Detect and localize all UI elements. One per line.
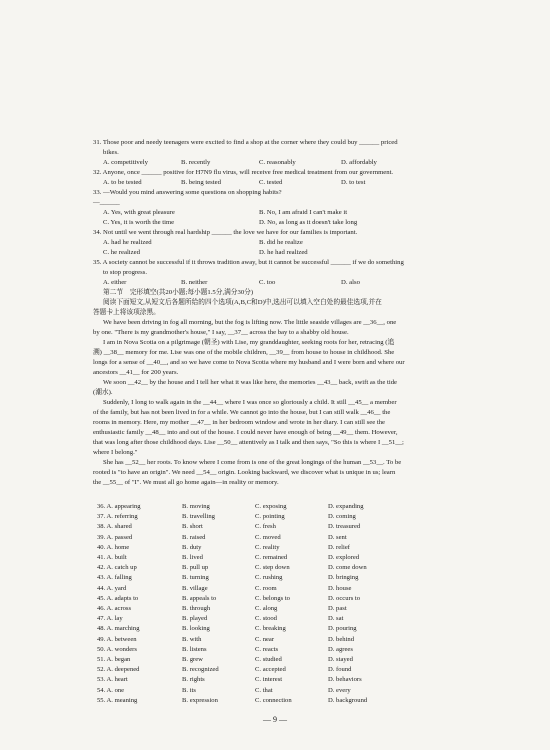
answer-blank: —______ bbox=[93, 199, 120, 206]
option-cell: D. pouring bbox=[328, 625, 357, 633]
option-cell: 46. A. across bbox=[97, 605, 132, 613]
question-stem: 33. —Would you mind answering some questions on shopping habits? bbox=[93, 189, 282, 196]
option-row bbox=[97, 604, 398, 614]
option-row bbox=[97, 686, 398, 696]
option-c: C. tested bbox=[259, 179, 283, 186]
passage-line: I am in Nova Scotia on a pilgrimage (朝圣) with Lise, my granddaughter, seeking roots for her, retracing (追 bbox=[103, 339, 395, 346]
question-stem-cont: to stop progress. bbox=[103, 269, 148, 276]
option-cell: 45. A. adapts to bbox=[97, 594, 139, 602]
option-cell: C. breaking bbox=[255, 625, 286, 633]
option-cell: 42. A. catch up bbox=[97, 564, 137, 572]
option-cell: D. stayed bbox=[328, 656, 353, 664]
option-d: D. to test bbox=[341, 179, 366, 186]
option-cell: D. bringing bbox=[328, 574, 359, 582]
option-cell: C. that bbox=[255, 686, 273, 694]
option-cell: D. sent bbox=[328, 533, 347, 541]
question-stem: 34. Not until we went through real hardship ______ the love we have for our families is important. bbox=[93, 229, 358, 236]
option-cell: D. expanding bbox=[328, 503, 364, 510]
option-d: D. No, as long as it doesn't take long bbox=[259, 219, 358, 226]
option-cell: B. played bbox=[182, 615, 208, 623]
option-cell: D. relief bbox=[328, 543, 350, 551]
option-a: A. competitively bbox=[103, 159, 148, 166]
passage-line: We soon __42__ by the house and I tell her what it was like here, the memories __43__ back, swift as the tide bbox=[103, 379, 398, 386]
option-b: B. No, I am afraid I can't make it bbox=[259, 209, 348, 216]
option-cell: 51. A. began bbox=[97, 656, 131, 664]
option-cell: D. behaviors bbox=[328, 676, 362, 684]
option-cell: B. pull up bbox=[182, 564, 209, 572]
passage-line: (潮水). bbox=[93, 389, 113, 396]
option-cell: D. found bbox=[328, 666, 352, 674]
option-cell: C. belongs to bbox=[255, 594, 290, 602]
passage-line: enthusiastic family __48__ into and out of the house. I could never have enough of being __49__ them. However, bbox=[93, 429, 398, 436]
option-cell: C. accepted bbox=[255, 666, 286, 674]
option-cell: 44. A. yard bbox=[97, 584, 127, 592]
option-cell: B. moving bbox=[182, 503, 210, 510]
option-c: C. reasonably bbox=[259, 159, 296, 166]
option-cell: 36. A. appearing bbox=[97, 503, 141, 510]
option-cell: C. along bbox=[255, 605, 278, 613]
option-row bbox=[93, 278, 478, 288]
option-cell: 40. A. home bbox=[97, 543, 130, 551]
option-cell: B. with bbox=[182, 635, 202, 643]
option-d: D. also bbox=[341, 279, 360, 286]
option-row bbox=[93, 218, 478, 228]
passage-line: Suddenly, I long to walk again in the __44__ where I was once so gloriously a child. It still __45__ a member bbox=[103, 399, 397, 406]
option-cell: B. looking bbox=[182, 625, 210, 633]
option-cell: B. short bbox=[182, 523, 203, 531]
option-row bbox=[97, 635, 398, 645]
option-cell: C. remained bbox=[255, 554, 288, 562]
option-row bbox=[97, 553, 398, 563]
option-row bbox=[97, 645, 398, 655]
option-b: B. did he realize bbox=[259, 239, 303, 246]
cloze-passage bbox=[93, 318, 478, 488]
option-row bbox=[97, 675, 398, 685]
option-row bbox=[97, 624, 398, 634]
option-cell: 43. A. falling bbox=[97, 574, 132, 582]
option-cell: B. recognized bbox=[182, 666, 219, 674]
option-cell: 38. A. shared bbox=[97, 523, 132, 531]
option-row bbox=[97, 522, 398, 532]
option-cell: B. duty bbox=[182, 543, 202, 551]
option-cell: B. expression bbox=[182, 696, 218, 704]
option-a: A. Yes, with great pleasure bbox=[103, 209, 175, 216]
option-row bbox=[93, 248, 478, 258]
option-cell: 52. A. deepened bbox=[97, 666, 140, 674]
option-row bbox=[97, 512, 398, 522]
option-cell: C. reality bbox=[255, 543, 280, 551]
passage-line: by one. "There is my grandmother's house," I say, __37__ across the bay to a shabby old house. bbox=[93, 329, 349, 336]
option-b: B. neither bbox=[181, 279, 208, 286]
option-cell: 37. A. referring bbox=[97, 513, 138, 521]
option-cell: D. every bbox=[328, 686, 351, 694]
option-cell: B. its bbox=[182, 686, 196, 694]
question-33 bbox=[93, 188, 478, 228]
option-cell: D. sat bbox=[328, 615, 344, 623]
option-d: D. affordably bbox=[341, 159, 377, 166]
option-cell: D. come down bbox=[328, 564, 367, 572]
option-cell: C. reacts bbox=[255, 645, 279, 653]
option-cell: B. through bbox=[182, 605, 211, 613]
option-cell: B. grew bbox=[182, 656, 203, 664]
option-cell: D. agrees bbox=[328, 645, 353, 653]
option-cell: 41. A. built bbox=[97, 554, 127, 562]
option-cell: C. pointing bbox=[255, 513, 285, 521]
question-stem: 31. Those poor and needy teenagers were excited to find a shop at the corner where they could buy ______ priced bbox=[93, 139, 398, 146]
passage-line: rooted is "to have an origin". We need __54__ origin. Looking backward, we discover what is unique in us; learn bbox=[93, 469, 396, 476]
option-cell: C. moved bbox=[255, 533, 281, 541]
option-row bbox=[93, 238, 478, 248]
question-34 bbox=[93, 228, 478, 258]
option-cell: 53. A. heart bbox=[97, 676, 128, 684]
passage-line: longs for a sense of __40__, and so we have come to Nova Scotia where my husband and I were born and where our bbox=[93, 359, 405, 366]
option-row bbox=[97, 655, 398, 665]
option-cell: C. studied bbox=[255, 656, 282, 664]
option-cell: B. turning bbox=[182, 574, 209, 582]
passage-line: that was long after those childhood days. Lise __50__ attentively as I talk and then says, "So this is where I __51__; bbox=[93, 439, 404, 446]
option-cell: D. coming bbox=[328, 513, 356, 521]
option-cell: D. occurs to bbox=[328, 594, 361, 602]
option-cell: B. village bbox=[182, 584, 208, 592]
option-c: C. Yes, it is worth the time bbox=[103, 219, 175, 226]
option-a: A. to be tested bbox=[103, 179, 142, 186]
option-cell: D. behind bbox=[328, 635, 355, 643]
option-row bbox=[97, 573, 398, 583]
option-cell: C. stood bbox=[255, 615, 277, 623]
option-cell: D. house bbox=[328, 584, 352, 592]
option-cell: D. explored bbox=[328, 554, 360, 562]
option-row bbox=[97, 614, 398, 624]
option-cell: D. past bbox=[328, 605, 347, 613]
question-32 bbox=[93, 168, 478, 188]
option-cell: B. lived bbox=[182, 554, 203, 562]
option-cell: C. rushing bbox=[255, 574, 283, 582]
option-cell: 47. A. lay bbox=[97, 615, 123, 623]
page-number: — 9 — bbox=[263, 715, 287, 724]
cloze-options-table bbox=[97, 502, 398, 706]
passage-line: She has __52__ her roots. To know where I come from is one of the great longings of the human __53__. To be bbox=[103, 459, 402, 466]
question-stem: 35. A society cannot be successful if it throws tradition away, but it cannot be successful ______ if we do something bbox=[93, 259, 404, 266]
option-row bbox=[97, 563, 398, 573]
section-instruction: 阅读下面短文,从短文后各题所给的四个选项(A,B,C和D)中,选出可以填入空白处的最佳选项,并在 bbox=[103, 299, 382, 306]
option-row bbox=[97, 584, 398, 594]
option-c: C. too bbox=[259, 279, 276, 286]
passage-line: of the family, but has not been lived in for a while. We cannot go into the house, but I can still walk __46__ the bbox=[93, 409, 391, 416]
option-cell: B. appeals to bbox=[182, 594, 217, 602]
option-cell: 54. A. one bbox=[97, 686, 125, 694]
option-cell: 39. A. passed bbox=[97, 533, 133, 541]
option-cell: C. interest bbox=[255, 676, 283, 684]
passage-line: where I belong." bbox=[93, 449, 138, 456]
option-cell: 48. A. marching bbox=[97, 625, 140, 633]
question-35 bbox=[93, 258, 478, 288]
option-b: B. being tested bbox=[181, 179, 221, 186]
option-row bbox=[93, 158, 478, 168]
option-cell: C. fresh bbox=[255, 523, 276, 531]
option-cell: 50. A. wonders bbox=[97, 645, 137, 653]
option-a: A. either bbox=[103, 279, 127, 286]
passage-line: rooms in memory. Here, my mother __47__ in her bedroom window and wrote in her diary. I can still see the bbox=[93, 419, 386, 426]
option-b: B. recently bbox=[181, 159, 211, 166]
questions-block bbox=[93, 138, 478, 488]
option-d: D. he had realized bbox=[259, 249, 308, 256]
option-cell: B. travelling bbox=[182, 513, 215, 521]
option-cell: C. step down bbox=[255, 564, 290, 572]
option-row bbox=[93, 208, 478, 218]
option-cell: D. background bbox=[328, 696, 368, 704]
passage-line: the __55__ of "I". We must all go home again—in reality or memory. bbox=[93, 479, 279, 486]
option-row bbox=[97, 502, 398, 512]
option-cell: C. exposing bbox=[255, 503, 287, 510]
option-cell: 49. A. between bbox=[97, 635, 137, 643]
option-cell: D. treasured bbox=[328, 523, 361, 531]
option-cell: B. rights bbox=[182, 676, 205, 684]
option-c: C. he realized bbox=[103, 249, 140, 256]
section-instruction-cont: 答题卡上将该项涂黑。 bbox=[93, 309, 160, 316]
passage-line: ancestors __41__ for 200 years. bbox=[93, 369, 179, 376]
option-cell: C. connection bbox=[255, 696, 292, 704]
section-heading: 第二节 完形填空(共20小题;每小题1.5分,满分30分) bbox=[103, 289, 254, 296]
option-row bbox=[97, 533, 398, 543]
option-row bbox=[93, 178, 478, 188]
question-stem-cont: bikes. bbox=[103, 149, 119, 156]
option-cell: 55. A. meaning bbox=[97, 696, 138, 704]
option-cell: B. raised bbox=[182, 533, 206, 541]
option-row bbox=[97, 665, 398, 675]
option-cell: C. room bbox=[255, 584, 277, 592]
option-row bbox=[97, 594, 398, 604]
option-cell: C. near bbox=[255, 635, 275, 643]
passage-line: We have been driving in fog all morning, but the fog is lifting now. The little seaside villages are __36__, one bbox=[103, 319, 397, 326]
question-31 bbox=[93, 138, 478, 168]
option-row bbox=[97, 543, 398, 553]
question-stem: 32. Anyone, once ______ positive for H7N9 flu virus, will receive free medical treatment from our government. bbox=[93, 169, 394, 176]
option-row bbox=[97, 696, 398, 706]
option-cell: B. listens bbox=[182, 645, 207, 653]
passage-line: 溯) __38__ memory for me. Lise was one of the mobile children, __39__ from house to house in childhood. She bbox=[93, 349, 395, 356]
option-a: A. had he realized bbox=[103, 239, 152, 246]
